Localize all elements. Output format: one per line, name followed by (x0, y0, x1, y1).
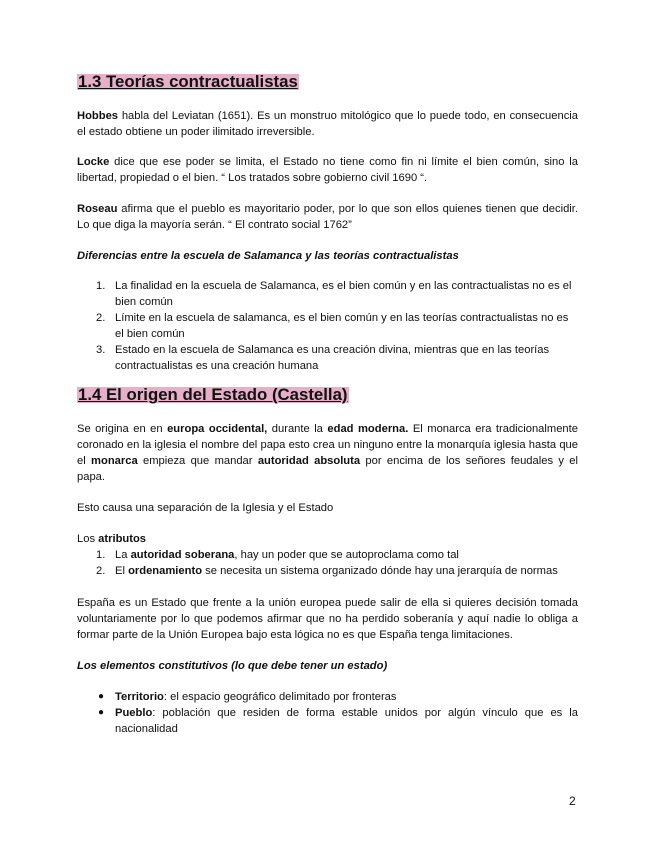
locke-text: dice que ese poder se limita, el Estado no tiene como fin ni límite el bien común, sino la libertad, propiedad o el bien. “ Los tratados sobre gobierno civil 1690 “. (77, 156, 578, 184)
paragraph-separation: Esto causa una separación de la Iglesia y el Estado (77, 502, 334, 514)
element-rest: : el espacio geográfico delimitado por fronteras (163, 691, 397, 703)
list-item-text: Estado en la escuela de Salamanca es una creación divina, mientras que en las teorías contractualistas es una creación humana (115, 344, 550, 372)
hobbes-text: habla del Leviatan (1651). Es un monstruo mitológico que lo puede todo, en consecuencia el estado obtiene un poder ilimitado irreversible. (77, 110, 578, 138)
section-heading-text: 1.4 El origen del Estado (Castella) (78, 385, 348, 404)
list-marker: 2. (96, 312, 106, 324)
list-marker: 1. (96, 549, 106, 561)
attr-pre: La (115, 549, 131, 561)
section-heading-1-4 (77, 387, 349, 403)
name-hobbes: Hobbes (77, 110, 119, 122)
paragraph-hobbes (77, 108, 578, 140)
list-item (77, 310, 578, 342)
list-item (77, 547, 578, 563)
origin-bold-3: monarca (91, 455, 138, 467)
origin-bold-2: edad moderna. (327, 423, 409, 435)
paragraph-spain: España es un Estado que frente a la unión europea puede salir de ella si quieres decisión tomada voluntariamente por lo que podemos afirmar que no ha perdido soberanía y aquí nadie lo obliga a formar parte de la Unión Europea bajo esta lógica no es que España tenga limitaciones. (77, 597, 578, 641)
attr-bold: autoridad soberana (130, 549, 235, 561)
attr-pre: El (115, 565, 129, 577)
attributes-list (77, 547, 578, 579)
attr-bold: ordenamiento (128, 565, 203, 577)
list-marker: 3. (96, 344, 106, 356)
section-heading-text: 1.3 Teorías contractualistas (78, 72, 298, 91)
paragraph-roseau (77, 201, 578, 233)
list-item (77, 342, 578, 374)
attributes-bold: atributos (98, 533, 147, 545)
paragraph-locke (77, 154, 578, 186)
name-roseau: Roseau (77, 203, 118, 215)
list-marker: 2. (96, 565, 106, 577)
paragraph-origin (77, 421, 578, 485)
differences-list (77, 278, 578, 374)
name-locke: Locke (77, 156, 110, 168)
origin-text-4: empieza que mandar (137, 455, 258, 467)
bullet-icon: ● (98, 691, 105, 702)
origin-text-1: Se origina en en (77, 423, 168, 435)
element-rest: : población que residen de forma estable unidos por algún vínculo que es la nacionalidad (115, 707, 578, 735)
list-item (77, 689, 578, 705)
attr-rest: , hay un poder que se autoproclama como tal (234, 549, 459, 561)
elements-list (77, 689, 578, 737)
roseau-text: afirma que el pueblo es mayoritario poder, por lo que son ellos quienes tienen que decidir. Lo que diga la mayoría serán. “ El contrato social 1762” (77, 203, 578, 231)
attr-rest: se necesita un sistema organizado dónde hay una jerarquía de normas (202, 565, 558, 577)
attributes-intro (77, 531, 578, 547)
element-bold: Territorio (115, 691, 164, 703)
origin-text-3: El monarca era tradicionalmente coronado en la iglesia el nombre del papa esto crea un ninguno entre la monarquía iglesia hasta que el (77, 423, 578, 467)
element-bold: Pueblo (115, 707, 153, 719)
attributes-intro-text: Los (77, 533, 99, 545)
list-item (77, 705, 578, 737)
document-page (77, 74, 578, 737)
page-number: 2 (569, 794, 576, 808)
origin-text-5: por encima de los señores feudales y el papa. (77, 455, 578, 483)
list-item-text: La finalidad en la escuela de Salamanca, es el bien común y en las contractualistas no es el bien común (115, 280, 572, 308)
elements-heading: Los elementos constitutivos (lo que debe tener un estado) (77, 660, 388, 672)
list-item (77, 563, 578, 579)
origin-text-2: durante la (267, 423, 328, 435)
differences-heading: Diferencias entre la escuela de Salamanca y las teorías contractualistas (77, 250, 459, 262)
bullet-icon: ● (98, 707, 105, 718)
origin-bold-4: autoridad absoluta (257, 455, 361, 467)
origin-bold-1: europa occidental, (167, 423, 268, 435)
section-heading-1-3 (77, 74, 299, 90)
list-marker: 1. (96, 280, 106, 292)
list-item (77, 278, 578, 310)
list-item-text: Límite en la escuela de salamanca, es el bien común y en las teorías contractualistas no es el bien común (115, 312, 569, 340)
